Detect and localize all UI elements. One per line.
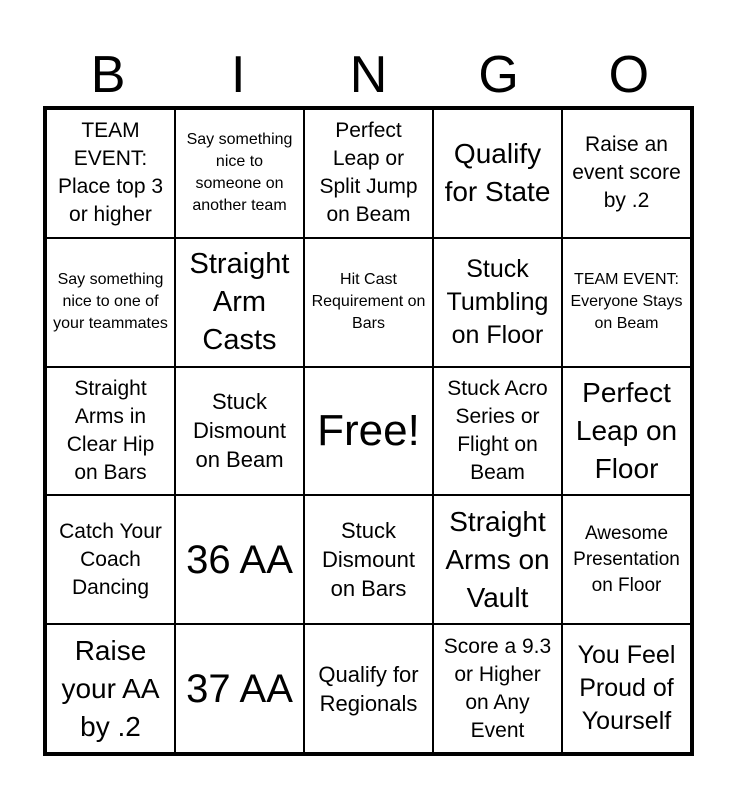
bingo-cell[interactable] <box>433 624 562 753</box>
bingo-header <box>43 44 694 106</box>
cell-text: Raise your AA by .2 <box>61 634 160 742</box>
bingo-cell[interactable] <box>175 238 304 367</box>
cell-text: Stuck Tumbling on Floor <box>446 254 549 349</box>
bingo-cell[interactable] <box>304 624 433 753</box>
bingo-cell[interactable] <box>46 367 175 496</box>
bingo-cell[interactable] <box>433 109 562 238</box>
bingo-cell[interactable] <box>46 109 175 238</box>
header-letter-i: I <box>231 46 246 104</box>
bingo-cell[interactable] <box>304 109 433 238</box>
cell-text: Stuck Acro Series or Flight on Beam <box>447 376 548 484</box>
bingo-cell[interactable] <box>562 367 691 496</box>
cell-text: Free! <box>317 405 420 455</box>
bingo-cell[interactable] <box>433 238 562 367</box>
cell-text: Raise an event score by .2 <box>572 133 681 213</box>
cell-text: Hit Cast Requirement on Bars <box>311 271 426 333</box>
cell-text: Awesome Presentation on Floor <box>573 522 680 596</box>
cell-text: TEAM EVENT: Place top 3 or higher <box>57 119 164 227</box>
bingo-cell[interactable] <box>562 238 691 367</box>
bingo-card-grid <box>43 106 694 756</box>
bingo-cell[interactable] <box>562 624 691 753</box>
cell-text: TEAM EVENT: Everyone Stays on Beam <box>570 271 683 333</box>
cell-text: Qualify for Regionals <box>318 661 419 716</box>
cell-text: Qualify for State <box>444 138 551 208</box>
bingo-cell[interactable] <box>46 624 175 753</box>
cell-text: Catch Your Coach Dancing <box>59 519 162 599</box>
cell-text: Stuck Dismount on Bars <box>322 518 415 602</box>
bingo-cell[interactable] <box>175 367 304 496</box>
bingo-cell[interactable] <box>562 495 691 624</box>
bingo-cell[interactable] <box>304 238 433 367</box>
bingo-cell[interactable] <box>562 109 691 238</box>
cell-text: Perfect Leap on Floor <box>575 376 678 484</box>
bingo-cell[interactable] <box>46 238 175 367</box>
cell-text: Score a 9.3 or Higher on Any Event <box>443 634 552 742</box>
cell-text: 36 AA <box>186 537 293 582</box>
bingo-cell[interactable] <box>304 495 433 624</box>
cell-text: Stuck Dismount on Beam <box>193 389 286 473</box>
bingo-cell[interactable] <box>175 109 304 238</box>
header-letter-o: O <box>608 46 650 104</box>
header-letter-n: N <box>349 46 388 104</box>
bingo-free-cell[interactable] <box>304 367 433 496</box>
cell-text: You Feel Proud of Yourself <box>577 641 676 736</box>
bingo-cell[interactable] <box>433 367 562 496</box>
bingo-cell[interactable] <box>433 495 562 624</box>
bingo-cell[interactable] <box>175 495 304 624</box>
cell-text: Say something nice to someone on another team <box>186 131 293 215</box>
bingo-cell[interactable] <box>175 624 304 753</box>
bingo-cell[interactable] <box>46 495 175 624</box>
cell-text: Straight Arms in Clear Hip on Bars <box>66 376 155 484</box>
cell-text: Straight Arms on Vault <box>445 505 550 613</box>
cell-text: Straight Arm Casts <box>189 248 290 357</box>
cell-text: Say something nice to one of your teammates <box>53 271 168 333</box>
cell-text: Perfect Leap or Split Jump on Beam <box>319 119 418 227</box>
cell-text: 37 AA <box>186 666 293 711</box>
header-letter-g: G <box>478 46 519 104</box>
header-letter-b: B <box>90 46 126 104</box>
